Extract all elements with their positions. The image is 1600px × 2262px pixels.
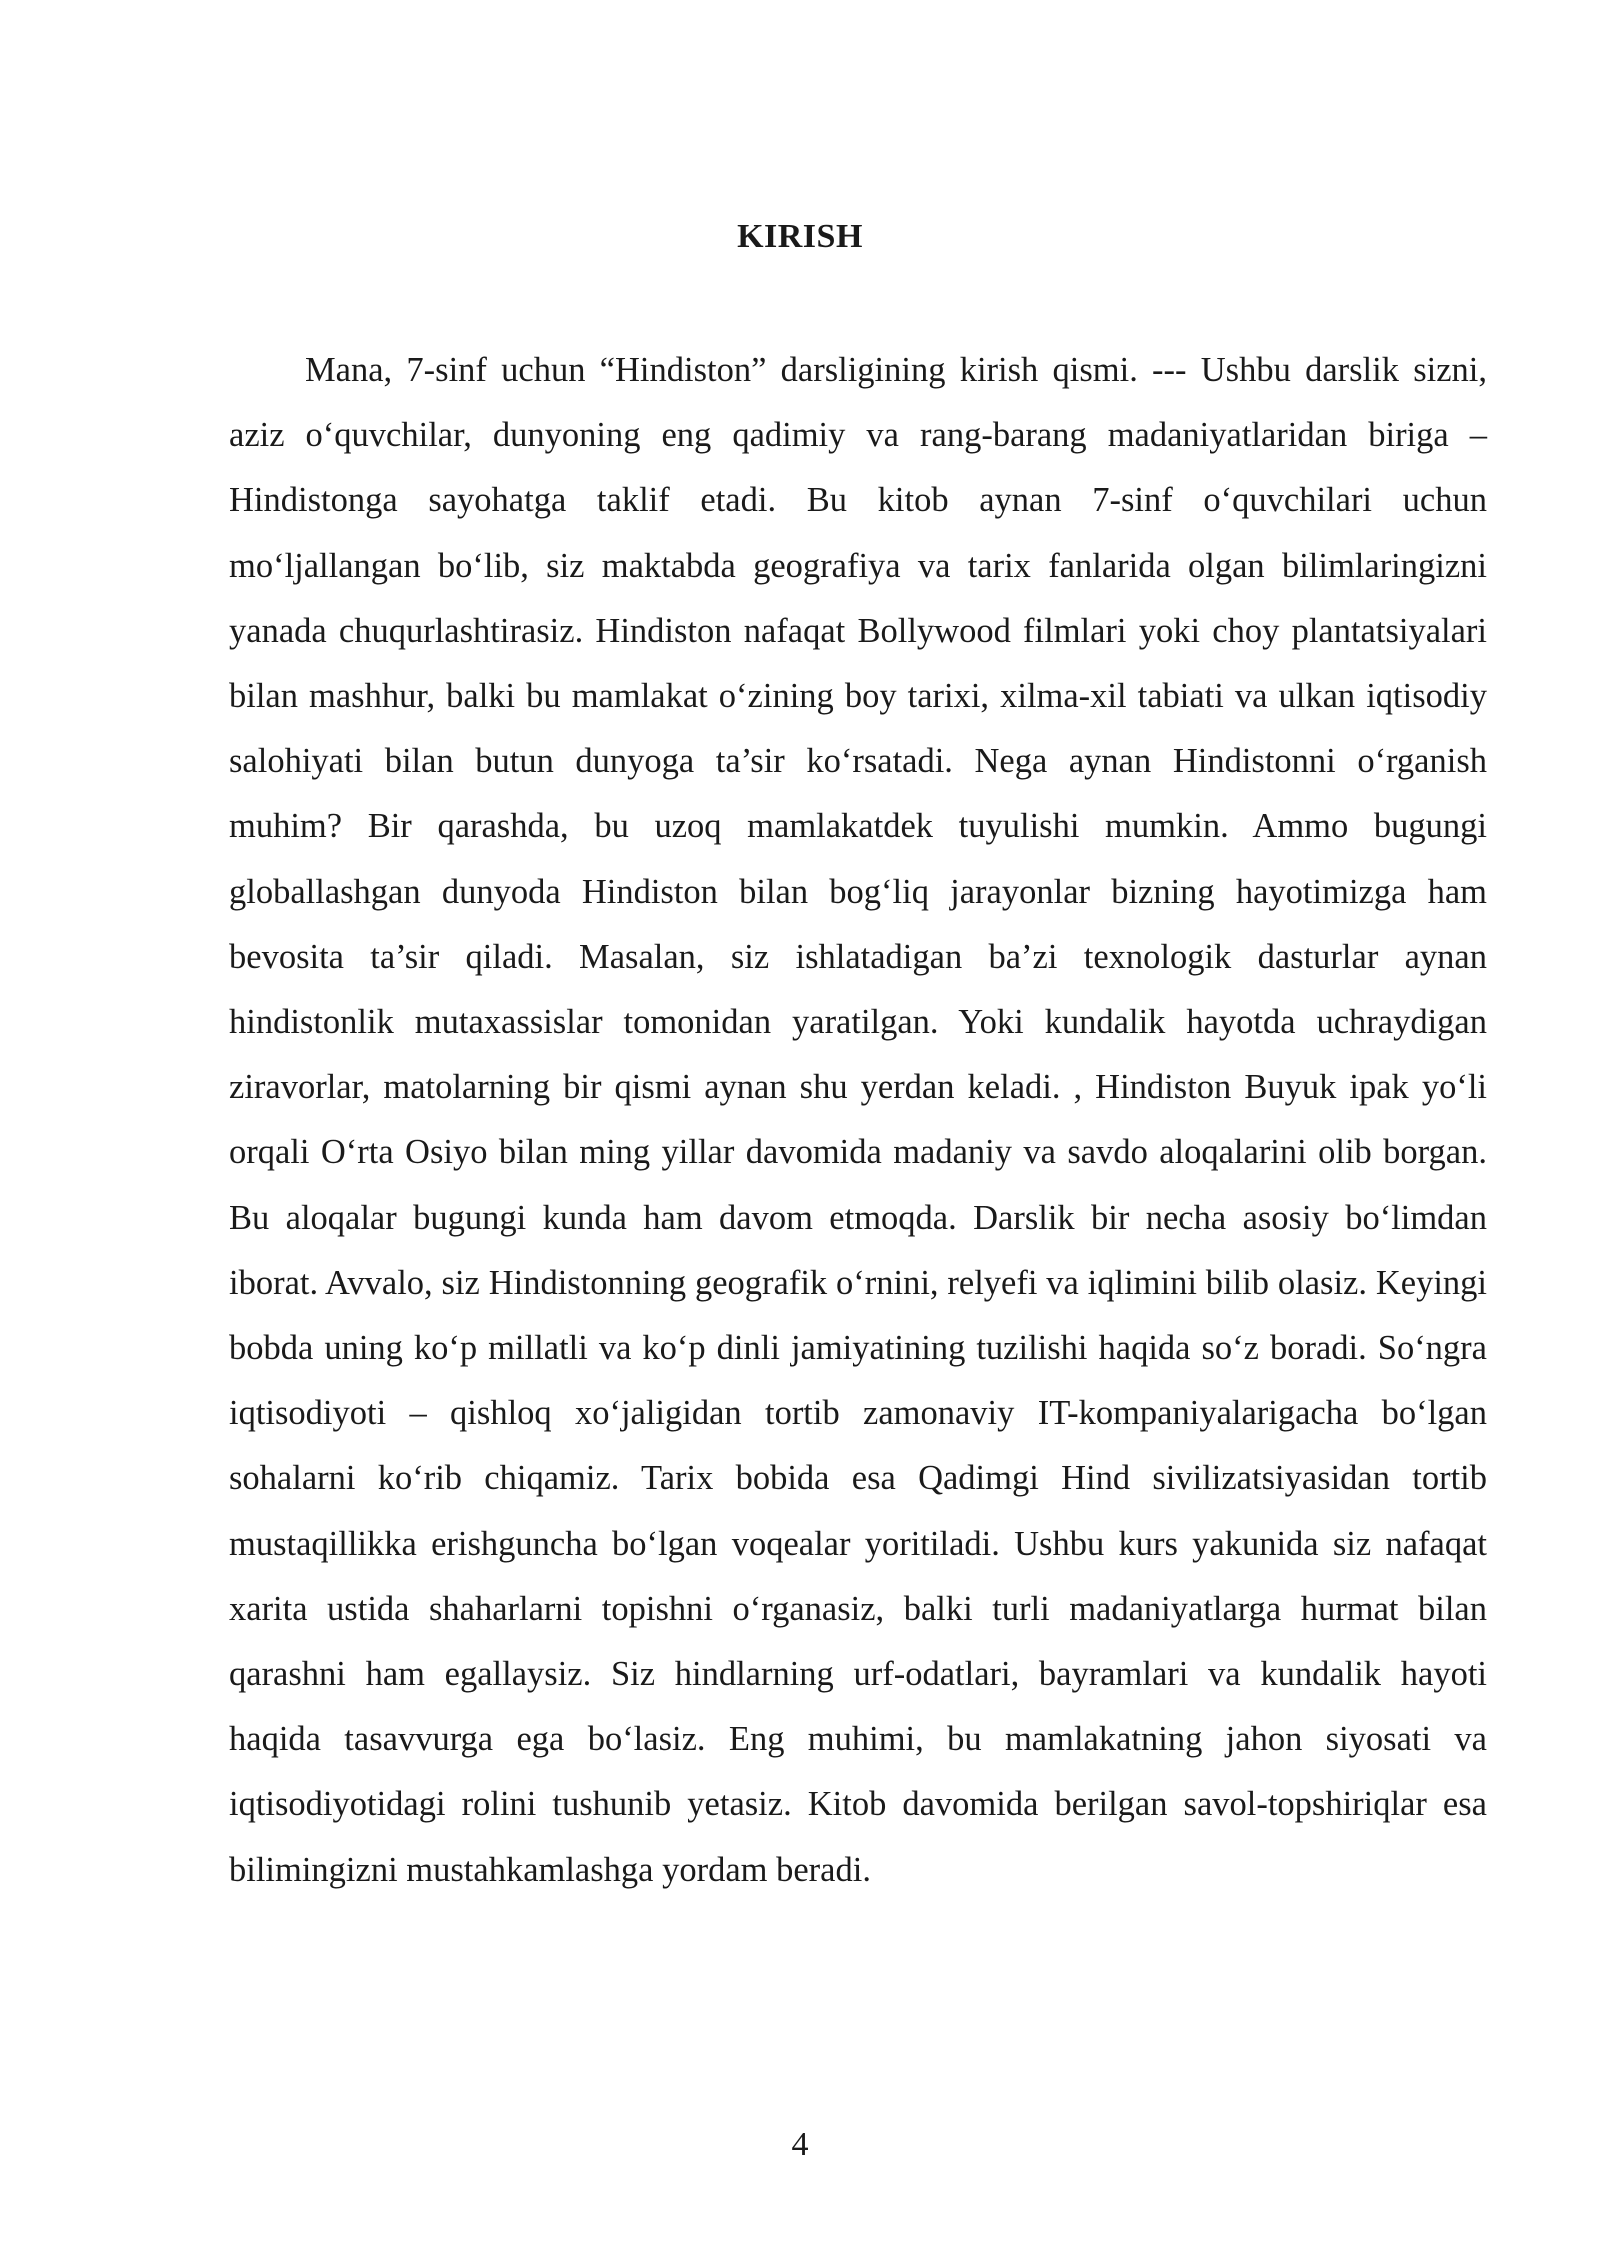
body-paragraph: Mana, 7-sinf uchun “Hindiston” darsligining kirish qismi. --- Ushbu darslik sizni, aziz o‘quvchilar, dunyoning eng qadimiy va rang-barang madaniyatlaridan biriga – Hindistonga sayohatga taklif etadi. Bu kitob aynan 7-sinf o‘quvchilari uchun mo‘ljallangan bo‘lib, siz maktabda geografiya va tarix fanlarida olgan bilimlaringizni yanada chuqurlashtirasiz. Hindiston nafaqat Bollywood filmlari yoki choy plantatsiyalari bilan mashhur, balki bu mamlakat o‘zining boy tarixi, xilma-xil tabiati va ulkan iqtisodiy salohiyati bilan butun dunyoga ta’sir ko‘rsatadi. Nega aynan Hindistonni o‘rganish muhim? Bir qarashda, bu uzoq mamlakatdek tuyulishi mumkin. Ammo bugungi globallashgan dunyoda Hindiston bilan bog‘liq jarayonlar bizning hayotimizga ham bevosita ta’sir qiladi. Masalan, siz ishlatadigan ba’zi texnologik dasturlar aynan hindistonlik mutaxassislar tomonidan yaratilgan. Yoki kundalik hayotda uchraydigan ziravorlar, matolarning bir qismi aynan shu yerdan keladi. , Hindiston Buyuk ipak yo‘li orqali O‘rta Osiyo bilan ming yillar davomida madaniy va savdo aloqalarini olib borgan. Bu aloqalar bugungi kunda ham davom etmoqda. Darslik bir necha asosiy bo‘limdan iborat. Avvalo, siz Hindistonning geografik o‘rnini, relyefi va iqlimini bilib olasiz. Keyingi bobda uning ko‘p millatli va ko‘p dinli jamiyatining tuzilishi haqida so‘z boradi. So‘ngra iqtisodiyoti – qishloq xo‘jaligidan tortib zamonaviy IT-kompaniyalarigacha bo‘lgan sohalarni ko‘rib chiqamiz. Tarix bobida esa Qadimgi Hind sivilizatsiyasidan tortib mustaqillikka erishguncha bo‘lgan voqealar yoritiladi. Ushbu kurs yakunida siz nafaqat xarita ustida shaharlarni topishni o‘rganasiz, balki turli madaniyatlarga hurmat bilan qarashni ham egallaysiz. Siz hindlarning urf-odatlari, bayramlari va kundalik hayoti haqida tasavvurga ega bo‘lasiz. Eng muhimi, bu mamlakatning jahon siyosati va iqtisodiyotidagi rolini tushunib yetasiz. Kitob davomida berilgan savol-topshiriqlar esa bilimingizni mustahkamlashga yordam beradi. (229, 351, 1487, 1889)
page-number: 4 (791, 2126, 809, 2163)
page-title: KIRISH (737, 218, 863, 255)
